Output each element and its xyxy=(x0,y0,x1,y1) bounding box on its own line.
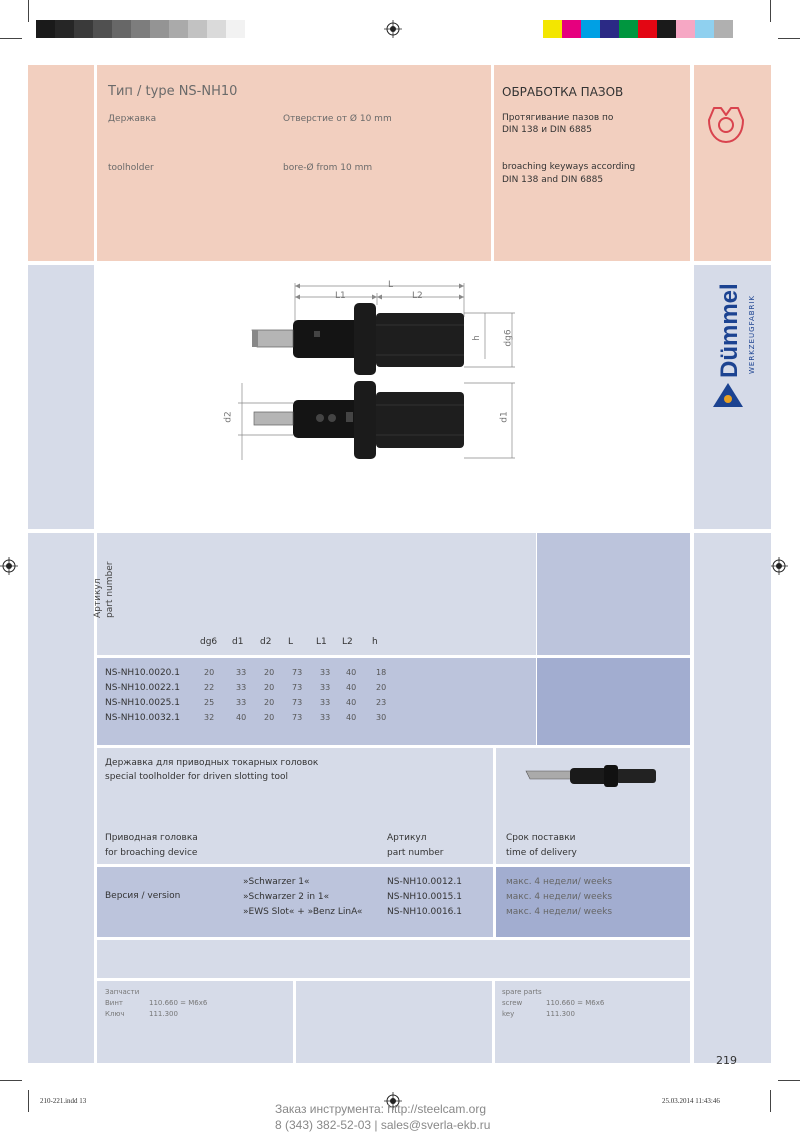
registration-mark-icon xyxy=(0,557,18,575)
col-device-ru: Приводная головка xyxy=(105,833,198,843)
table-cell: 20 xyxy=(204,668,215,677)
table-cell: 33 xyxy=(320,698,331,707)
color-swatch xyxy=(657,20,676,38)
crop-mark xyxy=(778,38,800,39)
desc-en-1: broaching keyways according xyxy=(502,162,636,172)
table-cell: 25 xyxy=(204,698,215,707)
indd-filename: 210-221.indd 13 xyxy=(40,1097,87,1105)
table-cell: 20 xyxy=(264,698,275,707)
table-cell: 33 xyxy=(236,698,247,707)
col-part-ru: Артикул xyxy=(387,833,427,843)
spare-screw-val-en: 110.660 = M6x6 xyxy=(546,999,605,1007)
table-cell: 20 xyxy=(264,668,275,677)
spare-key-val-en: 111.300 xyxy=(546,1010,575,1018)
version-time-cell: макс. 4 недели/ weeks xyxy=(506,892,613,902)
registration-mark-icon xyxy=(770,557,788,575)
bore-label-en: bore-Ø from 10 mm xyxy=(283,163,373,173)
version-time-cell: макс. 4 недели/ weeks xyxy=(506,877,613,887)
spare-key-val-ru: 111.300 xyxy=(149,1010,178,1018)
part-number-cell: NS-NH10.0032.1 xyxy=(105,713,180,723)
special-title-en: special toolholder for driven slotting tool xyxy=(105,772,288,782)
table-header-accent xyxy=(537,533,690,655)
color-swatch xyxy=(169,20,188,38)
color-swatch xyxy=(581,20,600,38)
column-header: d1 xyxy=(232,637,244,647)
column-header: L1 xyxy=(316,637,327,647)
desc-ru-1: Протягивание пазов по xyxy=(502,113,614,123)
color-swatch xyxy=(638,20,657,38)
col-delivery-en: time of delivery xyxy=(506,848,577,858)
color-swatch xyxy=(226,20,245,38)
spacer-panel xyxy=(97,940,690,978)
color-swatch xyxy=(36,20,55,38)
contact-line[interactable]: 8 (343) 382-52-03 | sales@sverla-ekb.ru xyxy=(275,1118,491,1132)
dim-L: L xyxy=(388,280,394,290)
version-device-cell: »EWS Slot« + »Benz LinA« xyxy=(243,907,363,917)
table-cell: 73 xyxy=(292,683,303,692)
column-header: h xyxy=(372,637,378,647)
crop-mark xyxy=(0,1080,22,1081)
brand-logo xyxy=(703,272,763,382)
keyway-broaching-icon xyxy=(705,102,747,146)
header-icon-tab xyxy=(694,65,771,261)
table-cell: 30 xyxy=(376,713,387,722)
table-cell: 40 xyxy=(346,683,357,692)
col-article-en: part number xyxy=(105,561,115,618)
slotting-tool-photo xyxy=(520,760,660,792)
spare-title-ru: Запчасти xyxy=(105,988,140,996)
table-cell: 22 xyxy=(204,683,215,692)
color-swatch xyxy=(112,20,131,38)
table-cell: 73 xyxy=(292,713,303,722)
col-part-en: part number xyxy=(387,848,444,858)
table-cell: 23 xyxy=(376,698,387,707)
version-label: Версия / version xyxy=(105,891,181,901)
version-part-cell: NS-NH10.0015.1 xyxy=(387,892,462,902)
dim-dg6: dg6 xyxy=(503,329,514,347)
color-swatch xyxy=(188,20,207,38)
order-link[interactable]: Заказ инструмента: http://steelcam.org xyxy=(275,1102,487,1116)
spare-key-en: key xyxy=(502,1010,515,1018)
holder-label-en: toolholder xyxy=(108,163,154,173)
spare-key-ru: Ключ xyxy=(105,1010,125,1018)
print-timestamp: 25.03.2014 11:43:46 xyxy=(662,1097,720,1105)
version-device-cell: »Schwarzer 1« xyxy=(243,877,310,887)
dim-d1: d1 xyxy=(499,411,510,423)
color-swatch xyxy=(695,20,714,38)
version-part-cell: NS-NH10.0012.1 xyxy=(387,877,462,887)
table-left-margin xyxy=(28,533,94,1063)
version-time-cell: макс. 4 недели/ weeks xyxy=(506,907,613,917)
table-cell: 40 xyxy=(346,668,357,677)
col-delivery-ru: Срок поставки xyxy=(506,833,576,843)
color-swatch xyxy=(207,20,226,38)
crop-mark xyxy=(0,38,22,39)
crop-mark xyxy=(778,1080,800,1081)
color-swatch xyxy=(74,20,93,38)
part-number-cell: NS-NH10.0020.1 xyxy=(105,668,180,678)
header-left-margin xyxy=(28,65,94,261)
color-swatch xyxy=(93,20,112,38)
dim-L2: L2 xyxy=(412,291,423,301)
table-cell: 32 xyxy=(204,713,215,722)
special-title-ru: Державка для приводных токарных головок xyxy=(105,758,319,768)
table-cell: 20 xyxy=(264,713,275,722)
column-header: L2 xyxy=(342,637,353,647)
table-cell: 73 xyxy=(292,698,303,707)
table-cell: 40 xyxy=(346,713,357,722)
dim-L1: L1 xyxy=(335,291,346,301)
color-swatch xyxy=(562,20,581,38)
registration-mark-icon xyxy=(384,20,402,38)
spare-title-en: spare parts xyxy=(502,988,542,996)
table-cell: 18 xyxy=(376,668,387,677)
color-swatch xyxy=(676,20,695,38)
version-device-cell: »Schwarzer 2 in 1« xyxy=(243,892,330,902)
table-cell: 33 xyxy=(236,683,247,692)
spare-empty-panel xyxy=(296,981,492,1063)
column-header: d2 xyxy=(260,637,272,647)
spare-screw-en: screw xyxy=(502,999,523,1007)
image-left-margin xyxy=(28,265,94,529)
color-swatch xyxy=(131,20,150,38)
crop-mark xyxy=(770,1090,771,1112)
color-swatch xyxy=(55,20,74,38)
toolholder-drawing xyxy=(230,275,530,470)
table-cell: 40 xyxy=(236,713,247,722)
dim-d2: d2 xyxy=(223,411,234,423)
brand-subtitle: WERKZEUGFABRIK xyxy=(748,294,756,374)
column-header: L xyxy=(288,637,294,647)
page-number: 219 xyxy=(716,1054,737,1067)
dim-h: h xyxy=(471,335,482,341)
table-body-accent xyxy=(537,658,690,745)
column-header: dg6 xyxy=(200,637,218,647)
table-cell: 33 xyxy=(320,713,331,722)
color-swatch xyxy=(600,20,619,38)
part-number-cell: NS-NH10.0025.1 xyxy=(105,698,180,708)
section-title: ОБРАБОТКА ПАЗОВ xyxy=(502,85,624,99)
col-article-ru: Артикул xyxy=(93,578,103,618)
holder-label-ru: Державка xyxy=(108,114,157,124)
bore-label-ru: Отверстие от Ø 10 mm xyxy=(283,114,392,124)
type-title: Тип / type NS-NH10 xyxy=(108,84,238,99)
desc-en-2: DIN 138 and DIN 6885 xyxy=(502,175,604,185)
crop-mark xyxy=(770,0,771,22)
brand-triangle-icon xyxy=(712,382,744,408)
brand-name: Dümmel xyxy=(716,283,743,378)
table-cell: 20 xyxy=(376,683,387,692)
table-cell: 20 xyxy=(264,683,275,692)
crop-mark xyxy=(28,0,29,22)
table-cell: 33 xyxy=(236,668,247,677)
table-cell: 33 xyxy=(320,668,331,677)
spare-screw-ru: Винт xyxy=(105,999,124,1007)
table-cell: 73 xyxy=(292,668,303,677)
color-swatch xyxy=(714,20,733,38)
version-part-cell: NS-NH10.0016.1 xyxy=(387,907,462,917)
desc-ru-2: DIN 138 и DIN 6885 xyxy=(502,125,593,135)
crop-mark xyxy=(28,1090,29,1112)
color-swatch xyxy=(619,20,638,38)
table-cell: 40 xyxy=(346,698,357,707)
table-right-margin xyxy=(694,533,771,1063)
part-number-cell: NS-NH10.0022.1 xyxy=(105,683,180,693)
table-cell: 33 xyxy=(320,683,331,692)
color-swatch xyxy=(543,20,562,38)
color-swatch xyxy=(150,20,169,38)
spare-screw-val-ru: 110.660 = M6x6 xyxy=(149,999,208,1007)
col-device-en: for broaching device xyxy=(105,848,198,858)
